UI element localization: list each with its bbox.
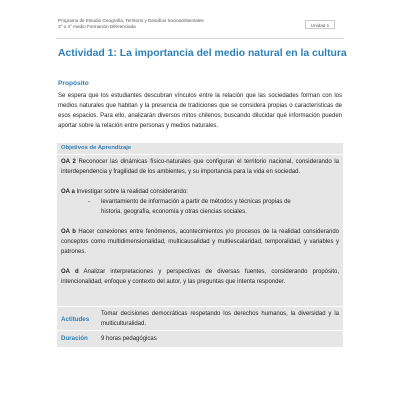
objective-oaa-dash: -: [88, 199, 90, 205]
objective-oa2: [61, 157, 339, 177]
program-header-line2: 3° o 4° medio Formación Diferenciada: [58, 24, 136, 29]
program-header-line1: Programa de Estudio Geografía, Territorio y Desafíos Socioambientales: [58, 18, 204, 23]
objective-oa2-text: Reconocer las dinámicas físico-naturales que configuran el territorio nacional, considerando la interdependencia y fragilidad de los ambientes, y su importancia para la vida en sociedad.: [61, 159, 340, 175]
header-divider: [56, 38, 344, 39]
objective-oab-code: OA b: [61, 229, 76, 235]
duration-text: 9 horas pedagógicas: [101, 336, 157, 342]
objective-oaa-item: levantamiento de información a partir de métodos y técnicas propias de historia, geografía, economía y otras ciencias sociales.: [101, 199, 291, 215]
attitudes-divider: [57, 306, 343, 307]
objective-oaa-text: Investigar sobre la realidad considerando:: [74, 189, 188, 195]
duration-label: Duración: [61, 335, 88, 342]
program-header: [58, 18, 318, 30]
objective-oa2-code: OA 2: [61, 159, 76, 165]
objective-oab-text: Hacer conexiones entre fenómenos, acontecimientos y/o procesos de la realidad considerando conceptos como multidimensionalidad, multicausalidad y multiescalaridad, temporalidad, y variables y patrones.: [61, 229, 339, 255]
objectives-heading: Objetivos de Aprendizaje: [61, 145, 132, 151]
purpose-heading: Propósito: [58, 80, 89, 87]
unit-badge: Unidad 1: [305, 20, 335, 29]
objective-oaa-code: OA a: [61, 189, 75, 195]
objectives-divider: [57, 154, 343, 155]
objective-oad: [61, 267, 339, 287]
objective-oad-text: Analizar interpretaciones y perspectivas de diversas fuentes, considerando propósito, intencionalidad, enfoque y contexto del autor, y las preguntas que intenta responder.: [61, 269, 339, 285]
page-title: Actividad 1: La importancia del medio natural en la cultura: [58, 48, 347, 59]
attitudes-label: Actitudes: [61, 316, 90, 323]
purpose-text: Se espera que los estudiantes descubran vínculos entre la relación que las sociedades forman con los medios naturales que habitan y la presencia de tradiciones que se considera propias o características de esos espacios. Para ello, analizarán diversos mitos chilenos, buscando dilucidar qué información pueden aportar sobre la relación entre personas y medios naturales.: [58, 93, 342, 129]
attitudes-text: Tomar decisiones democráticas respetando los derechos humanos, la diversidad y la multiculturalidad.: [101, 311, 339, 327]
objective-oab: [61, 227, 339, 257]
objective-oaa: [61, 187, 339, 197]
objective-oad-code: OA d: [61, 269, 79, 275]
